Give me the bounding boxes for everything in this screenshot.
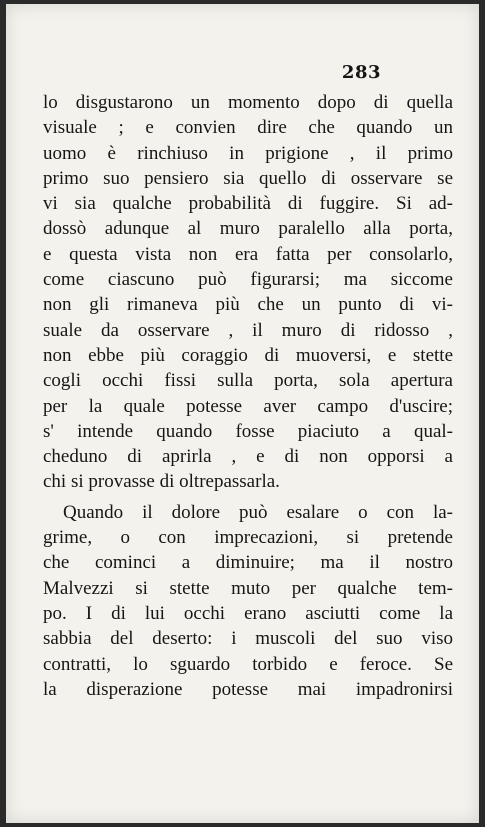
text-line: Malvezzi si stette muto per qualche tem- <box>43 577 453 599</box>
text-line: Quando il dolore può esalare o con la- <box>63 501 453 523</box>
text-line: vi sia qualche probabilità di fuggire. Si ad- <box>43 193 453 215</box>
text-line: che cominci a diminuire; ma il nostro <box>43 552 453 574</box>
text-line: chi si provasse di oltrepassarla. <box>43 471 280 493</box>
text-line: la disperazione potesse mai impadronirsi <box>43 678 453 700</box>
text-line: non ebbe più coraggio di muoversi, e stette <box>43 344 453 366</box>
text-line: grime, o con imprecazioni, si pretende <box>43 527 453 549</box>
text-line: primo suo pensiero sia quello di osservare se <box>43 167 453 189</box>
text-line: sabbia del deserto: i muscoli del suo viso <box>43 628 453 650</box>
paragraph-2 <box>43 500 453 702</box>
text-line: po. I di lui occhi erano asciutti come la <box>43 602 453 624</box>
text-line: cogli occhi fissi sulla porta, sola apertura <box>43 370 453 392</box>
paragraph-1 <box>43 90 453 495</box>
text-line: lo disgustarono un momento dopo di quella <box>43 92 453 113</box>
text-line: suale da osservare , il muro di ridosso , <box>43 319 453 341</box>
text-line: non gli rimaneva più che un punto di vi- <box>43 294 453 316</box>
text-line: per la quale potesse aver campo d'uscire; <box>43 395 453 417</box>
text-line: cheduno di aprirla , e di non opporsi a <box>43 446 453 468</box>
text-line: e questa vista non era fatta per consolarlo, <box>43 243 453 265</box>
text-line: uomo è rinchiuso in prigione , il primo <box>43 142 453 164</box>
text-line: visuale ; e convien dire che quando un <box>43 117 453 139</box>
page-body <box>43 90 453 702</box>
book-page <box>6 4 479 823</box>
page-number: 283 <box>341 62 381 83</box>
text-line: contratti, lo sguardo torbido e feroce. Se <box>43 653 453 675</box>
text-line: dossò adunque al muro paralello alla porta, <box>43 218 453 240</box>
text-line: come ciascuno può figurarsi; ma siccome <box>43 269 453 291</box>
text-line: s' intende quando fosse piaciuto a qual- <box>43 420 453 442</box>
